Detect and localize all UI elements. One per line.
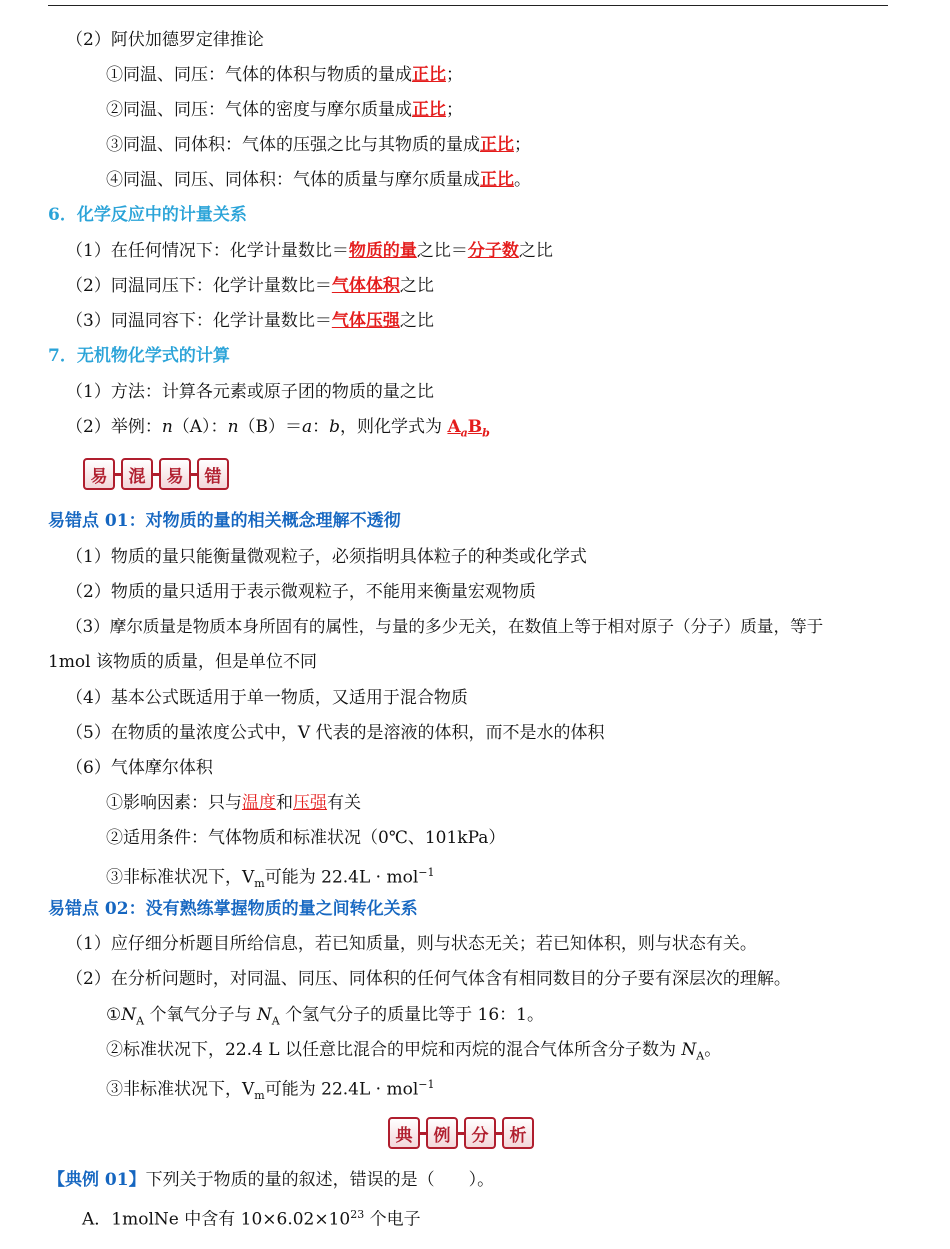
text-line: ②同温、同压：气体的密度与摩尔质量成正比； [106, 100, 463, 120]
text-line: （2）阿伏加德罗定律推论 [66, 30, 264, 50]
tag-char: 例 [426, 1117, 458, 1149]
tag-char: 典 [388, 1117, 420, 1149]
text-line: 1mol 该物质的质量，但是单位不同 [48, 652, 318, 672]
section-heading: 6．化学反应中的计量关系 [48, 205, 247, 225]
text-line: （1）应仔细分析题目所给信息，若已知质量，则与状态无关；若已知体积，则与状态有关。 [66, 934, 757, 954]
text-line: ①同温、同压：气体的体积与物质的量成正比； [106, 65, 463, 85]
text-line: （1）物质的量只能衡量微观粒子，必须指明具体粒子的种类或化学式 [66, 547, 587, 567]
text-line: ④同温、同压、同体积：气体的质量与摩尔质量成正比。 [106, 170, 531, 190]
pitfall-heading: 易错点 01：对物质的量的相关概念理解不透彻 [48, 511, 401, 531]
tag-yihunyicuo [83, 458, 229, 490]
pitfall-heading: 易错点 02：没有熟练掌握物质的量之间转化关系 [48, 899, 418, 919]
text-line: （2）举例：n（A）：n（B）＝a：b，则化学式为 $A_aB_b$ [66, 417, 490, 440]
tag-char: 易 [83, 458, 115, 490]
text-line: $①N_A$ 个氧气分子与 $N_A$ 个氢气分子的质量比等于 16：1。 [106, 1005, 544, 1028]
text-line: （2）在分析问题时，对同温、同压、同体积的任何气体含有相同数目的分子要有深层次的理解。 [66, 969, 791, 989]
text-line: （3）同温同容下：化学计量数比＝气体压强之比 [66, 311, 434, 331]
tag-char: 混 [121, 458, 153, 490]
text-line: ③非标准状况下，$V_m$可能为 22.4L · mol$^{-1}$ [106, 866, 435, 891]
text-line: （1）在任何情况下：化学计量数比＝物质的量之比＝分子数之比 [66, 241, 553, 261]
text-line: ②适用条件：气体物质和标准状况（0℃、101kPa） [106, 828, 506, 848]
tag-dianlifenxi [388, 1117, 534, 1149]
option-a: A．1molNe 中含有 $10\times 6.02\times 10^{23}$ 个电子 [82, 1208, 421, 1230]
text-line: （5）在物质的量浓度公式中，V 代表的是溶液的体积，而不是水的体积 [66, 723, 605, 743]
example-question: 【典例 01】下列关于物质的量的叙述，错误的是（ ）。 [48, 1170, 495, 1190]
text-line: （2）物质的量只适用于表示微观粒子，不能用来衡量宏观物质 [66, 582, 536, 602]
text-line: （4）基本公式既适用于单一物质，又适用于混合物质 [66, 688, 468, 708]
text-line: （6）气体摩尔体积 [66, 758, 213, 778]
text-line: （1）方法：计算各元素或原子团的物质的量之比 [66, 382, 434, 402]
tag-char: 分 [464, 1117, 496, 1149]
text-line: （2）同温同压下：化学计量数比＝气体体积之比 [66, 276, 434, 296]
header-rule [48, 5, 888, 6]
text-line: ③同温、同体积：气体的压强之比与其物质的量成正比； [106, 135, 531, 155]
tag-char: 析 [502, 1117, 534, 1149]
text-line: ①影响因素：只与温度和压强有关 [106, 793, 361, 813]
section-heading: 7．无机物化学式的计算 [48, 346, 230, 366]
text-line: ②标准状况下，22.4 L 以任意比混合的甲烷和丙烷的混合气体所含分子数为 $N_A$。 [106, 1040, 722, 1063]
tag-char: 易 [159, 458, 191, 490]
tag-char: 错 [197, 458, 229, 490]
text-line: ③非标准状况下，$V_m$可能为 22.4L · mol$^{-1}$ [106, 1078, 435, 1103]
text-line: （3）摩尔质量是物质本身所固有的属性，与量的多少无关，在数值上等于相对原子（分子）质量，等于 [66, 617, 824, 636]
